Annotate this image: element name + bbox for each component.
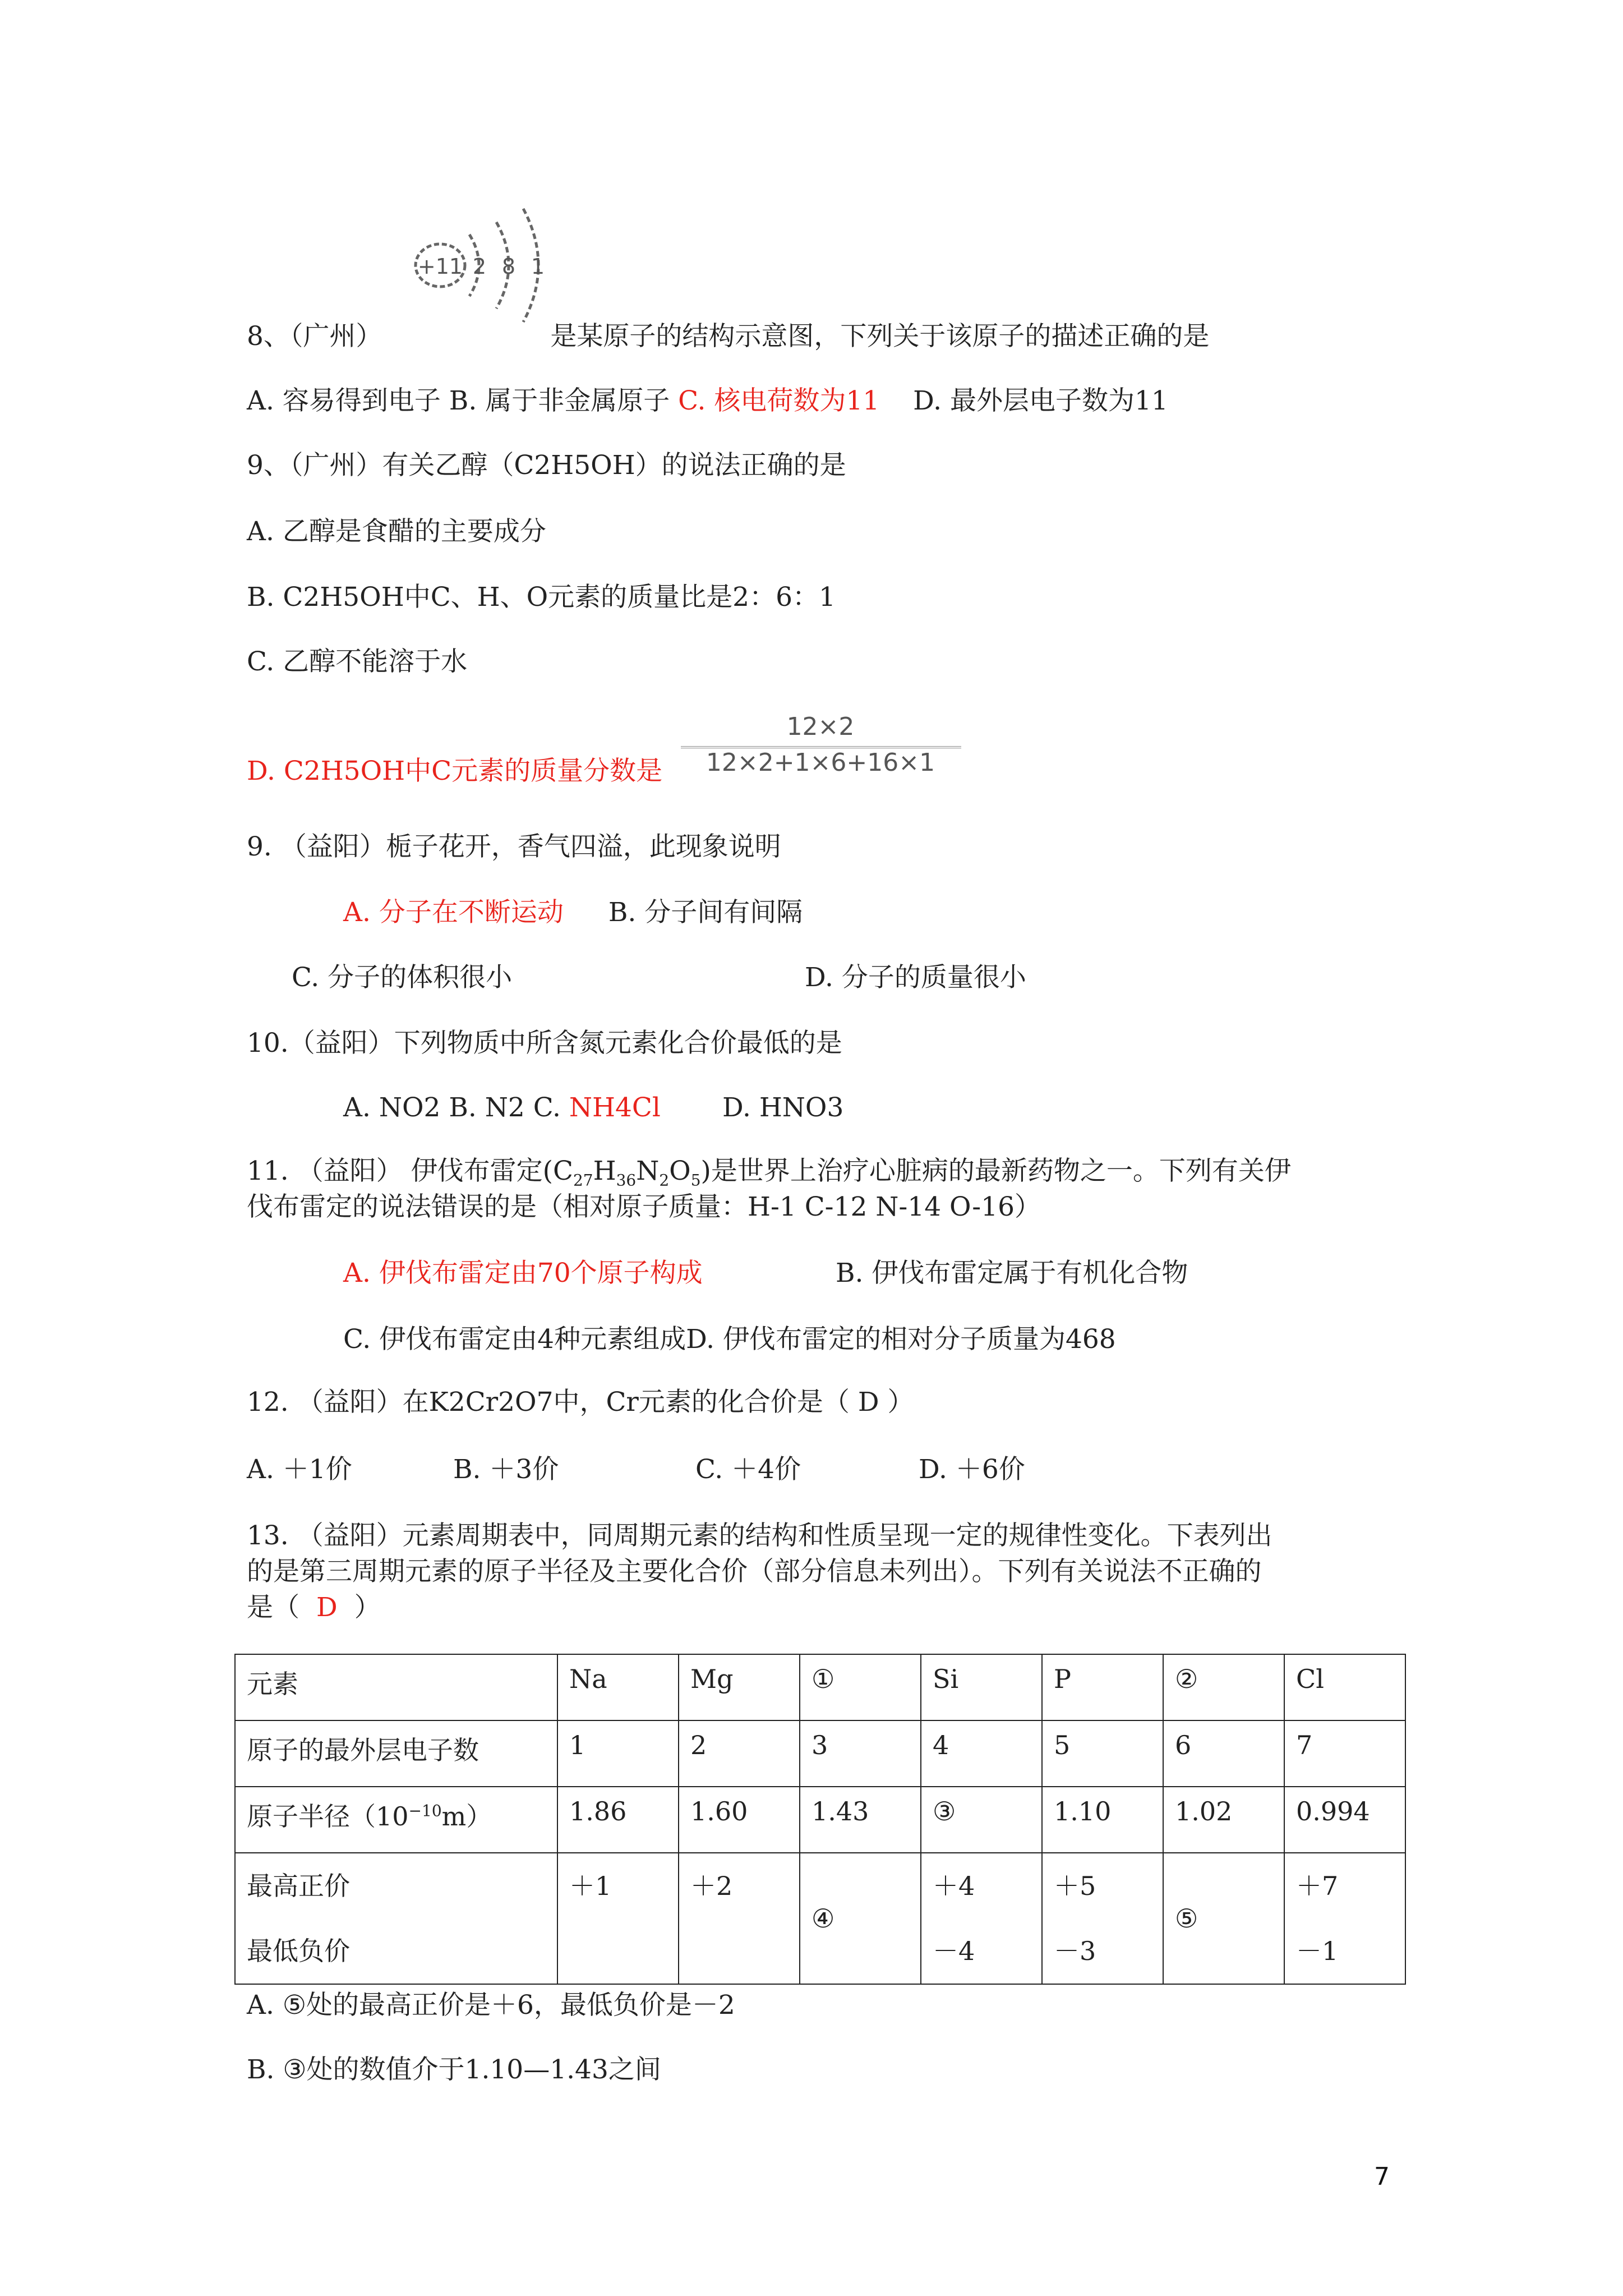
- fraction-denominator: 12×2+1×6+16×1: [706, 748, 935, 777]
- table-cell-radius-label: 原子半径$(10^{-10}m)$: [235, 1787, 557, 1853]
- table-cell: 1.43: [800, 1787, 921, 1853]
- q13-option-b: B. ③处的数值介于1.10—1.43之间: [247, 2054, 661, 2085]
- q8-option-a: A. 容易得到电子: [247, 385, 441, 416]
- q13-stem-line3: [247, 1591, 381, 1625]
- q10-option-ab: A. NO2 B. N2: [343, 1092, 525, 1123]
- q10-option-d: D. HNO3: [722, 1092, 844, 1123]
- q13-stem-prefix: 是（: [247, 1592, 299, 1623]
- table-row: [235, 1787, 1405, 1853]
- table-cell: 4: [921, 1720, 1042, 1787]
- table-cell: ③: [921, 1787, 1042, 1853]
- q11-options-cd: [343, 1323, 1116, 1356]
- q11-formula: $C_{27}H_{36}N_2O_5$: [552, 1156, 701, 1190]
- q9b-options-ab: [343, 896, 803, 930]
- q9a-option-d: D. C2H5OH中C元素的质量分数是: [247, 756, 663, 786]
- q12-stem: 12. （益阳）在K2Cr2O7中，Cr元素的化合价是（ D ）: [247, 1387, 914, 1418]
- q12-option-d: D. ＋6价: [919, 1454, 1025, 1485]
- q8-options: [247, 384, 1168, 418]
- q13-stem-line2: 的是第三周期元素的原子半径及主要化合价（部分信息未列出）。下列有关说法不正确的: [247, 1556, 1262, 1587]
- q11-option-b: B. 伊伐布雷定属于有机化合物: [836, 1258, 1188, 1289]
- table-cell: ＋2: [679, 1853, 800, 1984]
- table-cell: 5: [1042, 1720, 1163, 1787]
- table-cell: 元素: [235, 1654, 557, 1720]
- table-cell: P: [1042, 1654, 1163, 1720]
- table-cell: ④: [800, 1853, 921, 1984]
- table-row: [235, 1853, 1405, 1984]
- table-cell: 1.86: [557, 1787, 679, 1853]
- q12-option-b: B. ＋3价: [453, 1454, 559, 1485]
- q8-stem-suffix: 是某原子的结构示意图，下列关于该原子的描述正确的是: [550, 321, 1210, 352]
- table-cell: ⑤: [1163, 1853, 1284, 1984]
- q11-stem-prefix: 11. （益阳） 伊伐布雷定(: [247, 1156, 553, 1186]
- q10-option-c-value: NH4Cl: [569, 1092, 661, 1123]
- q9a-option-c: C. 乙醇不能溶于水: [247, 646, 468, 677]
- table-cell-valence-labels: 最高正价 最低负价: [235, 1853, 557, 1984]
- table-cell: 1.02: [1163, 1787, 1284, 1853]
- table-row: [235, 1720, 1405, 1787]
- q11-stem-line2: 伐布雷定的说法错误的是（相对原子质量：H-1 C-12 N-14 O-16）: [247, 1191, 1041, 1222]
- q13-option-a: A. ⑤处的最高正价是＋6，最低负价是－2: [247, 1990, 735, 2021]
- q8-option-b: B. 属于非金属原子: [449, 385, 670, 416]
- q13-stem-suffix: ）: [354, 1592, 381, 1623]
- table-cell: 1.60: [679, 1787, 800, 1853]
- q8-option-d: D. 最外层电子数为11: [913, 385, 1168, 416]
- q13-stem-line1: 13. （益阳）元素周期表中，同周期元素的结构和性质呈现一定的规律性变化。下表列出: [247, 1520, 1272, 1551]
- q10-options: [343, 1091, 843, 1125]
- table-cell: ＋5 －3: [1042, 1853, 1163, 1984]
- table-cell: ＋4 －4: [921, 1853, 1042, 1984]
- atom-structure-diagram: [407, 195, 564, 335]
- shell-count-2: 8: [501, 254, 516, 279]
- q9b-option-b: B. 分子间有间隔: [608, 897, 803, 928]
- q11-option-a: A. 伊伐布雷定由70个原子构成: [343, 1258, 703, 1289]
- q9a-option-a: A. 乙醇是食醋的主要成分: [247, 516, 546, 547]
- shell-count-3: 1: [531, 254, 545, 279]
- page-number: 7: [1374, 2162, 1390, 2191]
- q11-option-c: C. 伊伐布雷定由4种元素组成: [343, 1324, 686, 1355]
- q9b-stem: 9. （益阳）栀子花开，香气四溢，此现象说明: [247, 831, 781, 862]
- q9b-option-a: A. 分子在不断运动: [343, 897, 564, 928]
- q8-option-c: C. 核电荷数为11: [678, 385, 880, 416]
- table-cell: ＋7 －1: [1284, 1853, 1405, 1984]
- periodic-data-table: [234, 1654, 1406, 1985]
- q12-option-c: C. ＋4价: [695, 1454, 801, 1485]
- table-row: [235, 1654, 1405, 1720]
- q9a-stem: 9、（广州）有关乙醇（C2H5OH）的说法正确的是: [247, 450, 846, 481]
- table-cell: 1: [557, 1720, 679, 1787]
- q11-option-d: D. 伊伐布雷定的相对分子质量为468: [686, 1324, 1116, 1355]
- q11-stem-suffix: )是世界上治疗心脏病的最新药物之一。下列有关伊: [700, 1156, 1291, 1186]
- table-cell: 原子的最外层电子数: [235, 1720, 557, 1787]
- table-cell: 1.10: [1042, 1787, 1163, 1853]
- table-cell: Cl: [1284, 1654, 1405, 1720]
- table-cell: ②: [1163, 1654, 1284, 1720]
- q9b-option-c: C. 分子的体积很小: [292, 962, 513, 993]
- table-cell: Si: [921, 1654, 1042, 1720]
- table-cell: Na: [557, 1654, 679, 1720]
- q9b-option-d: D. 分子的质量很小: [805, 962, 1026, 993]
- q10-stem: 10.（益阳）下列物质中所含氮元素化合价最低的是: [247, 1028, 842, 1059]
- q8-stem-prefix: 8、（广州）: [247, 321, 382, 352]
- q9a-option-b: B. C2H5OH中C、H、O元素的质量比是2：6：1: [247, 582, 836, 613]
- table-cell: 6: [1163, 1720, 1284, 1787]
- nucleus-label: +11: [417, 254, 463, 279]
- table-cell: ①: [800, 1654, 921, 1720]
- q8-stem: [247, 320, 1209, 353]
- q10-option-c-label: C.: [533, 1092, 561, 1123]
- table-cell: ＋1: [557, 1853, 679, 1984]
- q12-option-a: A. ＋1价: [247, 1454, 352, 1485]
- mass-fraction-formula: [677, 711, 963, 779]
- fraction-numerator: 12×2: [786, 712, 855, 741]
- table-cell: 3: [800, 1720, 921, 1787]
- table-cell: 7: [1284, 1720, 1405, 1787]
- table-cell: 0.994: [1284, 1787, 1405, 1853]
- table-cell: 2: [679, 1720, 800, 1787]
- shell-count-1: 2: [472, 254, 487, 279]
- q13-answer: D: [316, 1592, 338, 1623]
- table-cell: Mg: [679, 1654, 800, 1720]
